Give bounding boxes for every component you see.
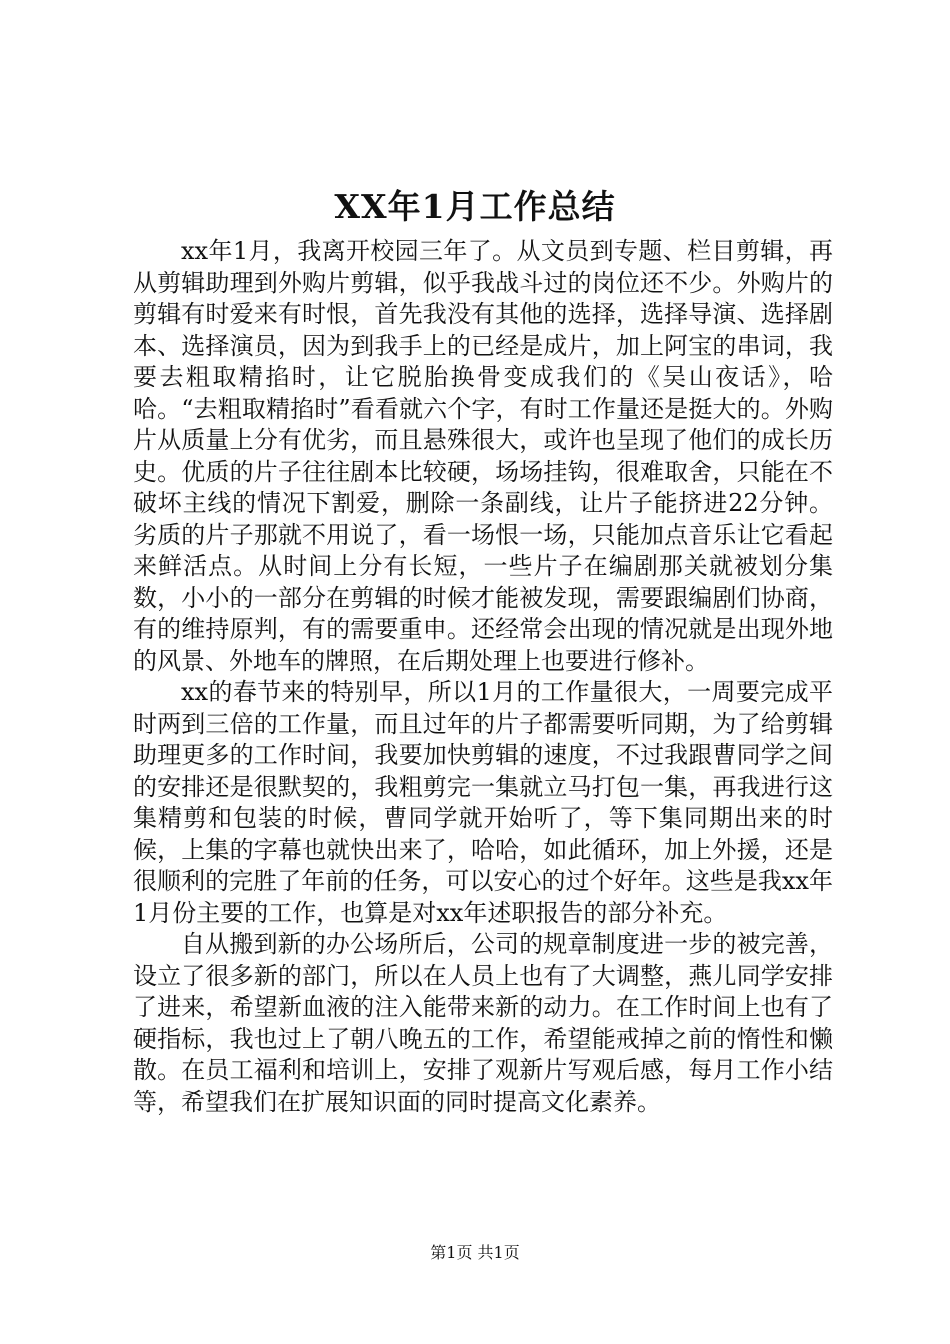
paragraph-2: xx的春节来的特别早，所以1月的工作量很大，一周要完成平时两到三倍的工作量，而且过年的片子都需要听同期，为了给剪辑助理更多的工作时间，我要加快剪辑的速度，不过我跟曹同学之间的安排还是很默契的，我粗剪完一集就立马打包一集，再我进行这集精剪和包装的时候，曹同学就开始听了，等下集同期出来的时候，上集的字幕也就快出来了，哈哈，如此循环，加上外援，还是很顺利的完胜了年前的任务，可以安心的过个好年。这些是我xx年1月份主要的工作，也算是对xx年述职报告的部分补充。 [133, 678, 833, 927]
paragraph-3: 自从搬到新的办公场所后，公司的规章制度进一步的被完善，设立了很多新的部门，所以在人员上也有了大调整，燕儿同学安排了进来，希望新血液的注入能带来新的动力。在工作时间上也有了硬指标，我也过上了朝八晚五的工作，希望能戒掉之前的惰性和懒散。在员工福利和培训上，安排了观新片写观后感，每月工作小结等，希望我们在扩展知识面的同时提高文化素养。 [133, 930, 833, 1116]
paragraph-1: xx年1月，我离开校园三年了。从文员到专题、栏目剪辑，再从剪辑助理到外购片剪辑，似乎我战斗过的岗位还不少。外购片的剪辑有时爱来有时恨，首先我没有其他的选择，选择导演、选择剧本、选择演员，因为到我手上的已经是成片，加上阿宝的串词，我要去粗取精掐时，让它脱胎换骨变成我们的《吴山夜话》，哈哈。“去粗取精掐时”看看就六个字，有时工作量还是挺大的。外购片从质量上分有优劣，而且悬殊很大，或许也呈现了他们的成长历史。优质的片子往往剧本比较硬，场场挂钩，很难取舍，只能在不破坏主线的情况下割爱，删除一条副线，让片子能挤进22分钟。劣质的片子那就不用说了，看一场恨一场，只能加点音乐让它看起来鲜活点。从时间上分有长短，一些片子在编剧那关就被划分集数，小小的一部分在剪辑的时候才能被发现，需要跟编剧们协商，有的维持原判，有的需要重申。还经常会出现的情况就是出现外地的风景、外地车的牌照，在后期处理上也要进行修补。 [133, 237, 833, 675]
document-title: XX年1月工作总结 [334, 187, 616, 226]
page-footer: 第1页 共1页 [430, 1243, 520, 1262]
document-body [133, 236, 833, 1118]
